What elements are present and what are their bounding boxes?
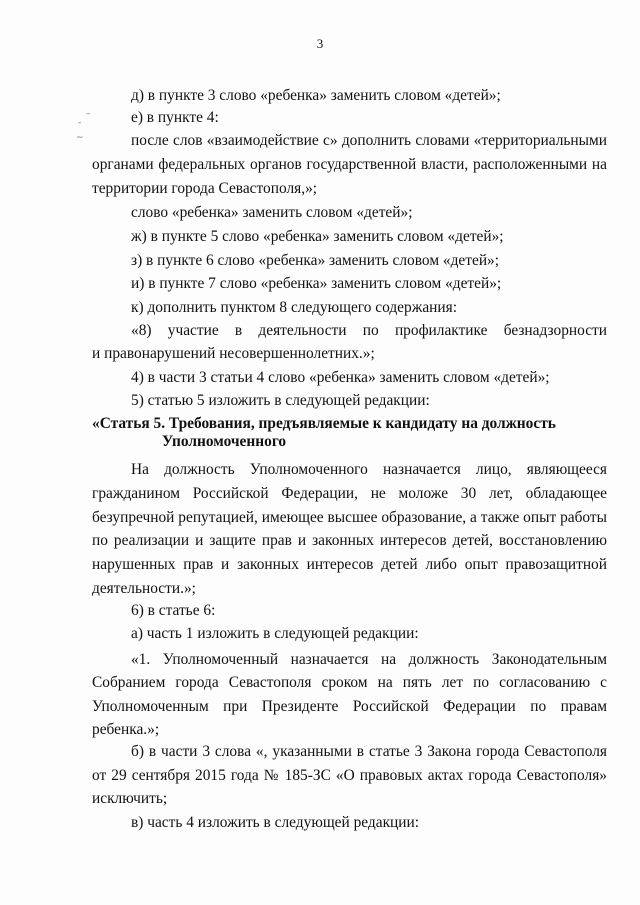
text-line: На должность Уполномоченного назначается лицо, являющееся [131,461,607,478]
text-line: территории города Севастополя,»; [92,180,318,197]
text-line: ребенка.»; [92,721,160,738]
text-line: е) в пункте 4: [131,109,219,126]
text-line: «8) участие в деятельности по профилактике безнадзорности [131,322,607,339]
margin-mark: - [78,118,82,128]
margin-mark: ~ [76,133,84,143]
text-line: исключить; [92,790,168,807]
text-line: от 29 сентября 2015 года № 185-ЗС «О правовых актах города Севастополя» [92,767,607,784]
article-heading-continued: Уполномоченного [162,433,287,450]
text-line: в) часть 4 изложить в следующей редакции: [131,814,420,831]
text-line: б) в части 3 слова «, указанными в статье 3 Закона города Севастополя [131,743,607,760]
text-line: Собранием города Севастополя сроком на пять лет по согласованию с [92,674,607,691]
article-heading: «Статья 5. Требования, предъявляемые к кандидату на должность [92,415,556,432]
text-line: деятельности.»; [92,580,196,597]
text-line: 4) в части 3 статьи 4 слово «ребенка» заменить словом «детей»; [131,369,550,386]
margin-mark: – [86,109,91,119]
text-line: и правонарушений несовершеннолетних.»; [92,345,375,362]
text-line: гражданином Российской Федерации, не моложе 30 лет, обладающее [92,485,607,502]
text-line: з) в пункте 6 слово «ребенка» заменить словом «детей»; [131,252,500,269]
page-number: 3 [316,36,324,51]
text-line: и) в пункте 7 слово «ребенка» заменить словом «детей»; [131,275,502,292]
text-line: нарушенных прав и законных интересов детей либо опыт правозащитной [92,556,607,573]
text-line: к) дополнить пунктом 8 следующего содержания: [131,299,457,316]
text-line: а) часть 1 изложить в следующей редакции: [131,625,419,642]
text-line: по реализации и защите прав и законных интересов детей, восстановлению [92,532,607,549]
text-line: органами федеральных органов государственной власти, расположенными на [92,156,607,173]
text-line: 6) в статье 6: [131,602,216,619]
text-line: Уполномоченным при Президенте Российской Федерации по правам [92,698,607,715]
text-line: безупречной репутацией, имеющее высшее образование, а также опыт работы [92,509,607,526]
text-line: д) в пункте 3 слово «ребенка» заменить словом «детей»; [131,87,501,104]
text-line: слово «ребенка» заменить словом «детей»; [131,204,413,221]
text-line: ж) в пункте 5 слово «ребенка» заменить словом «детей»; [131,228,504,245]
text-line: 5) статью 5 изложить в следующей редакции: [131,392,430,409]
text-line: «1. Уполномоченный назначается на должность Законодательным [131,651,607,668]
text-line: после слов «взаимодействие с» дополнить словами «территориальными [131,132,607,149]
